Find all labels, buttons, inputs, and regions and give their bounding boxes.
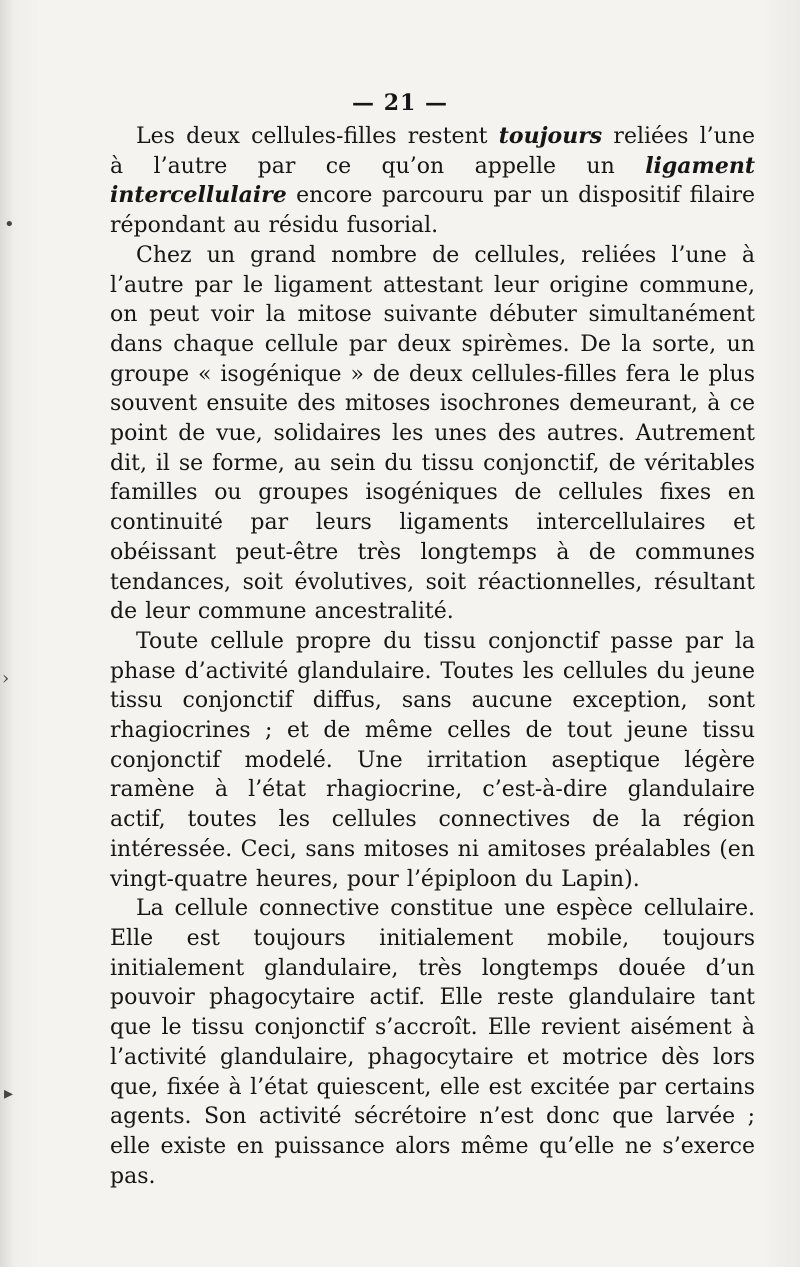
margin-hook-mark: › [2,668,10,689]
margin-speck-mark: • [4,214,15,235]
emphasis-ligament-intercellulaire: ligament intercellulaire [110,152,755,209]
body-text [110,122,755,1191]
paragraph-1-text: Les deux cellules-filles restent [136,124,499,149]
paragraph-1 [110,122,755,241]
paragraph-2: Chez un grand nombre de cellules, reliées l’une à l’autre par le ligament attestant leur origine commune, on peut voir la mitose suivante débuter simultanément dans chaque cellule par deux spirèmes. De la sorte, un groupe « isogénique » de deux cellules-filles fera le plus souvent ensuite des mitoses isochrones demeurant, à ce point de vue, solidaires les unes des autres. Autrement dit, il se forme, au sein du tissu conjonctif, de véritables familles ou groupes isogéniques de cellules fixes en continuité par leurs ligaments intercellulaires et obéissant peut-être très longtemps à de communes tendances, soit évolutives, soit réactionnelles, résultant de leur commune ancestralité. [110,242,755,625]
page-number: — 21 — [352,90,448,116]
emphasis-toujours: toujours [498,123,603,149]
paragraph-1-text-3: encore parcouru par un dispositif filaire répondant au résidu fusorial. [110,183,755,239]
paragraph-4: La cellule connective constitue une espèce cellulaire. Elle est toujours initialement mobile, toujours initialement glandulaire, très longtemps douée d’un pouvoir phagocytaire actif. Elle reste glandulaire tant que le tissu conjonctif s’accroît. Elle revient aisément à l’activité glandulaire, phagocytaire et motrice dès lors que, fixée à l’état quiescent, elle est excitée par certains agents. Son activité sécrétoire n’est donc que larvée ; elle existe en puissance alors même qu’elle ne s’exerce pas. [110,896,755,1189]
margin-arrow-mark: ▸ [4,1083,14,1104]
paragraph-3: Toute cellule propre du tissu conjonctif passe par la phase d’activité glandulaire. Toutes les cellules du jeune tissu conjonctif diffus, sans aucune exception, sont rhagiocrines ; et de même celles de tout jeune tissu conjonctif modelé. Une irritation aseptique légère ramène à l’état rhagiocrine, c’est-à-dire glandulaire actif, toutes les cellules connectives de la région intéressée. Ceci, sans mitoses ni amitoses préalables (en vingt-quatre heures, pour l’épiploon du Lapin). [110,628,755,892]
paragraph-1-text-2: reliées l’une à l’autre par ce qu’on appelle un [110,124,756,179]
